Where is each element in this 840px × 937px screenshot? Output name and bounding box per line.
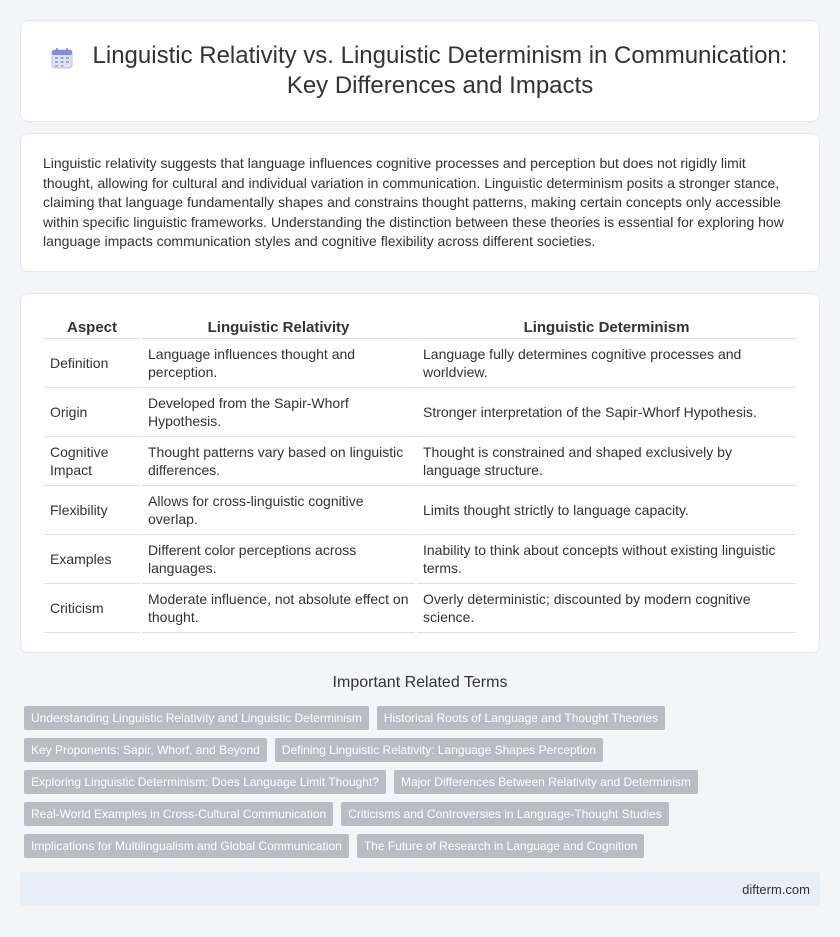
footer-site-link[interactable]: difterm.com — [742, 882, 810, 897]
determinism-cell: Language fully determines cognitive processes and worldview. — [417, 339, 796, 388]
relativity-cell: Allows for cross-linguistic cognitive overlap. — [142, 486, 415, 535]
footer — [20, 872, 820, 906]
table-row — [44, 486, 796, 535]
header-card — [20, 20, 820, 122]
table-row — [44, 339, 796, 388]
related-term-tag[interactable]: Defining Linguistic Relativity: Language Shapes Perception — [275, 738, 603, 762]
related-terms-list — [24, 706, 814, 866]
determinism-cell: Inability to think about concepts without existing linguistic terms. — [417, 535, 796, 584]
intro-paragraph: Linguistic relativity suggests that language influences cognitive processes and perception but does not rigidly limit thought, allowing for cultural and individual variation in communication. Linguistic determinism posits a stronger stance, claiming that language fundamentally shapes and constrains thought patterns, making certain concepts only accessible within specific linguistic frameworks. Understanding the distinction between these theories is essential for exploring how language impacts communication styles and cognitive flexibility across different societies. — [43, 155, 784, 249]
related-term-tag[interactable]: Major Differences Between Relativity and Determinism — [394, 770, 698, 794]
relativity-cell: Developed from the Sapir-Whorf Hypothesis. — [142, 388, 415, 437]
intro-card — [20, 133, 820, 272]
relativity-cell: Moderate influence, not absolute effect on thought. — [142, 584, 415, 633]
aspect-cell: Criticism — [44, 584, 140, 633]
related-term-tag[interactable]: Understanding Linguistic Relativity and Linguistic Determinism — [24, 706, 369, 730]
table-row — [44, 535, 796, 584]
related-term-tag[interactable]: Real-World Examples in Cross-Cultural Communication — [24, 802, 333, 826]
aspect-cell: Flexibility — [44, 486, 140, 535]
table-row — [44, 388, 796, 437]
table-row — [44, 584, 796, 633]
aspect-cell: Cognitive Impact — [44, 437, 140, 486]
determinism-cell: Limits thought strictly to language capacity. — [417, 486, 796, 535]
aspect-cell: Definition — [44, 339, 140, 388]
related-term-tag[interactable]: Exploring Linguistic Determinism: Does Language Limit Thought? — [24, 770, 386, 794]
calendar-icon — [51, 47, 73, 69]
relativity-cell: Different color perceptions across languages. — [142, 535, 415, 584]
related-term-tag[interactable]: Implications for Multilingualism and Global Communication — [24, 834, 349, 858]
page-title: Linguistic Relativity vs. Linguistic Determinism in Communication: Key Differences and Impacts — [92, 42, 788, 99]
related-term-tag[interactable]: The Future of Research in Language and Cognition — [357, 834, 645, 858]
related-term-tag[interactable]: Key Proponents: Sapir, Whorf, and Beyond — [24, 738, 267, 762]
header-relativity: Linguistic Relativity — [142, 314, 415, 339]
relativity-cell: Language influences thought and perception. — [142, 339, 415, 388]
aspect-cell: Examples — [44, 535, 140, 584]
aspect-cell: Origin — [44, 388, 140, 437]
related-term-tag[interactable]: Criticisms and Controversies in Language-Thought Studies — [341, 802, 669, 826]
relativity-cell: Thought patterns vary based on linguistic differences. — [142, 437, 415, 486]
related-term-tag[interactable]: Historical Roots of Language and Thought Theories — [377, 706, 665, 730]
determinism-cell: Stronger interpretation of the Sapir-Whorf Hypothesis. — [417, 388, 796, 437]
table-row — [44, 437, 796, 486]
determinism-cell: Overly deterministic; discounted by modern cognitive science. — [417, 584, 796, 633]
determinism-cell: Thought is constrained and shaped exclusively by language structure. — [417, 437, 796, 486]
header-aspect: Aspect — [44, 314, 140, 339]
comparison-card — [20, 293, 820, 653]
related-terms-heading: Important Related Terms — [332, 674, 508, 691]
comparison-table — [42, 314, 798, 633]
header-determinism: Linguistic Determinism — [417, 314, 796, 339]
table-header-row — [44, 314, 796, 339]
